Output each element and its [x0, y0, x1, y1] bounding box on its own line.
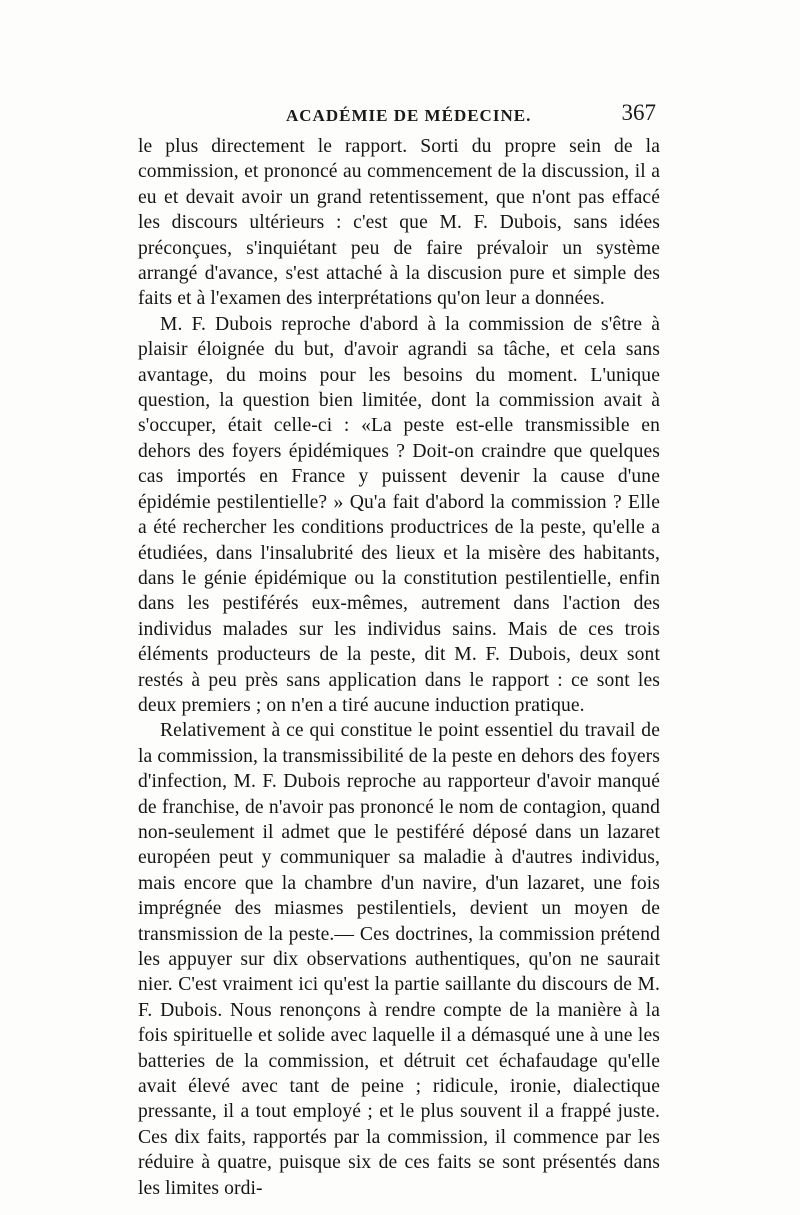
paragraph-1: le plus directement le rapport. Sorti du propre sein de la commission, et prononcé au commencement de la discussion, il a eu et devait avoir un grand retentissement, que n'ont pas effacé les discours ultérieurs : c'est que M. F. Dubois, sans idées préconçues, s'inquiétant peu de faire prévaloir un système arrangé d'avance, s'est attaché à la discusion pure et simple des faits et à l'examen des interprétations qu'on leur a données.	[138, 136, 660, 310]
page-header	[138, 100, 658, 130]
paragraph-2: M. F. Dubois reproche d'abord à la commission de s'être à plaisir éloignée du but, d'avoir agrandi sa tâche, et cela sans avantage, du moins pour les besoins du moment. L'unique question, la question bien limitée, dont la commission avait à s'occuper, était celle-ci : «La peste est-elle transmissible en dehors des foyers épidémiques ? Doit-on craindre que quelques cas importés en France y puissent devenir la cause d'une épidémie pestilentielle? » Qu'a fait d'abord la commission ? Elle a été rechercher les conditions productrices de la peste, qu'elle a étudiées, dans l'insalubrité des lieux et la misère des habitants, dans le génie épidémique ou la constitution pestilentielle, enfin dans les pestiférés eux-mêmes, autrement dans l'action des individus malades sur les individus sains. Mais de ces trois éléments producteurs de la peste, dit M. F. Dubois, deux sont restés à peu près sans application dans le rapport : ce sont les deux premiers ; on n'en a tiré aucune induction pratique.	[138, 313, 660, 716]
page-number: 367	[621, 100, 656, 125]
body-text	[138, 134, 660, 1201]
running-head: ACADÉMIE DE MÉDECINE.	[286, 106, 532, 125]
paragraph-3: Relativement à ce qui constitue le point essentiel du travail de la commission, la transmissibilité de la peste en dehors des foyers d'infection, M. F. Dubois reproche au rapporteur d'avoir manqué de franchise, de n'avoir pas prononcé le nom de contagion, quand non-seulement il admet que le pestiféré déposé dans un lazaret européen peut y communiquer sa maladie à d'autres individus, mais encore que la chambre d'un navire, d'un lazaret, une fois imprégnée des miasmes pestilentiels, devient un moyen de transmission de la peste.— Ces doctrines, la commission prétend les appuyer sur dix observations authentiques, qu'on ne saurait nier. C'est vraiment ici qu'est la partie saillante du discours de M. F. Dubois. Nous renonçons à rendre compte de la manière à la fois spirituelle et solide avec laquelle il a démasqué une à une les batteries de la commission, et détruit cet échafaudage qu'elle avait élevé avec tant de peine ; ridicule, ironie, dialectique pressante, il a tout employé ; et le plus souvent il a frappé juste. Ces dix faits, rapportés par la commission, il commence par les réduire à quatre, puisque six de ces faits se sont présentés dans les limites ordi-	[138, 720, 661, 1199]
